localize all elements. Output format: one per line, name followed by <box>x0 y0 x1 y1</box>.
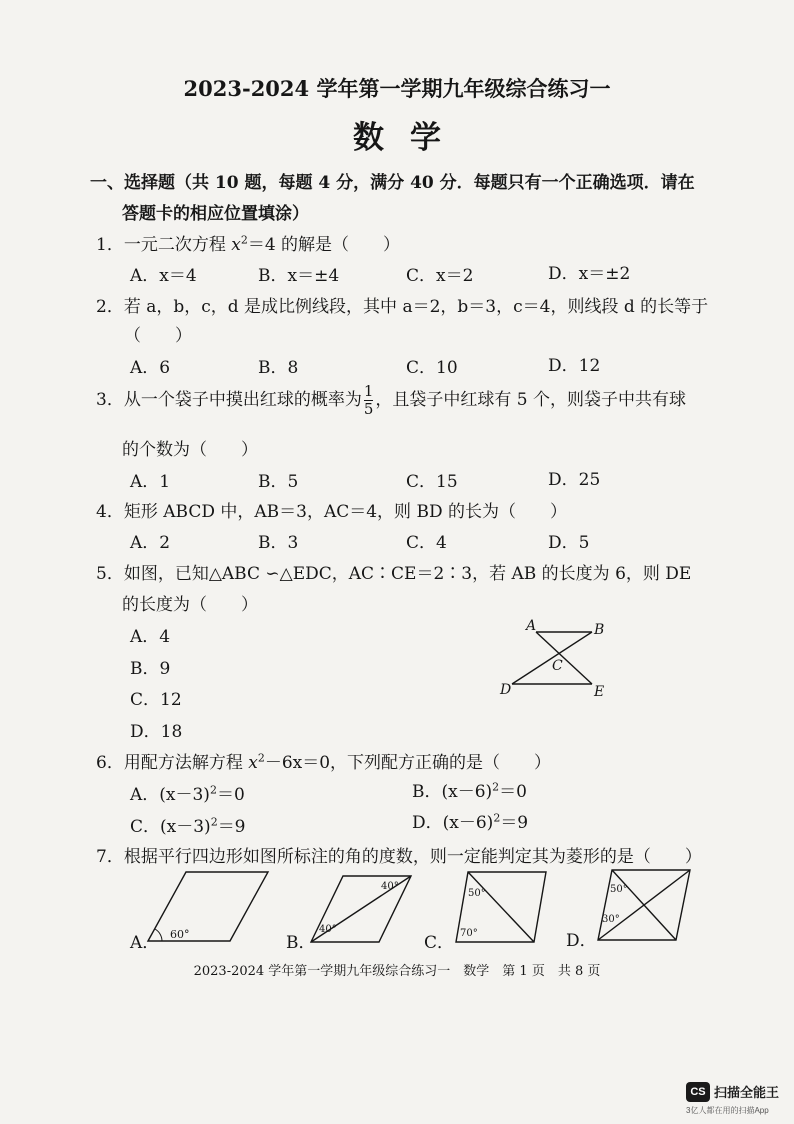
option-d-tail: ＝9 <box>500 813 529 833</box>
parallelogram-d <box>590 864 696 948</box>
segment-ae <box>536 632 592 684</box>
question-5-option-c: C．12 <box>130 690 182 710</box>
question-2-line1: 若 a，b，c，d 是成比例线段，其中 a＝2，b＝3，c＝4，则线段 d 的长等于 <box>123 297 709 317</box>
question-5-line2: 的长度为（ ） <box>122 595 258 615</box>
option-a-tail: ＝0 <box>216 785 245 805</box>
question-1-text-b: ＝4 的解是（ ） <box>247 235 401 255</box>
question-6-number: 6． <box>96 753 124 773</box>
question-3-text-a: 从一个袋子中摸出红球的概率为 <box>123 390 362 410</box>
question-4-text: 矩形 ABCD 中，AB＝3，AC＝4，则 BD 的长为（ ） <box>123 502 567 522</box>
angle-label-c1: 50° <box>468 888 486 899</box>
option-b-tail: ＝0 <box>499 782 527 802</box>
angle-label-d1: 50° <box>610 884 628 895</box>
question-2-option-d: D．12 <box>548 356 601 376</box>
option-a-sup: 2 <box>209 783 217 797</box>
question-5-option-b: B．9 <box>130 659 171 679</box>
angle-label-b1: 40° <box>319 924 337 935</box>
angle-label-a: 60° <box>170 928 190 941</box>
angle-label-d2: 30° <box>602 914 620 925</box>
question-3-option-b: B．5 <box>258 472 299 492</box>
option-d-sup: 2 <box>493 811 501 825</box>
option-c-tail: ＝9 <box>217 817 246 837</box>
label-a: A <box>526 618 537 634</box>
option-b-base: B．(x－6) <box>412 782 493 802</box>
question-5 <box>96 559 691 584</box>
question-2 <box>96 292 708 317</box>
question-4 <box>96 497 567 522</box>
option-a-base: A．(x－3) <box>130 785 210 805</box>
question-3-option-d: D．25 <box>548 470 601 490</box>
angle-label-b2: 40° <box>381 881 399 892</box>
question-4-option-b: B．3 <box>258 533 299 553</box>
parallelogram-b <box>305 870 417 948</box>
question-6-option-b <box>412 777 527 802</box>
question-3 <box>96 384 686 417</box>
question-4-number: 4． <box>96 502 124 522</box>
question-6-sup: 2 <box>257 751 265 765</box>
fraction-numerator: 1 <box>363 382 374 400</box>
question-3-line2: 的个数为（ ） <box>122 440 258 460</box>
question-2-option-b: B．8 <box>258 358 299 378</box>
question-1-number: 1． <box>96 235 124 255</box>
label-c: C <box>552 658 563 674</box>
question-6-option-c <box>130 812 246 837</box>
question-6-text-a: 用配方法解方程 <box>123 753 249 773</box>
angle-label-c2: 70° <box>460 928 478 939</box>
parallelogram-a <box>140 866 280 946</box>
question-7-option-d-letter: D． <box>566 931 597 951</box>
question-5-figure <box>494 616 614 702</box>
section-heading-line2: 答题卡的相应位置填涂） <box>122 204 309 224</box>
question-3-option-a: A．1 <box>130 472 171 492</box>
exam-title: 2023-2024 学年第一学期九年级综合练习一 <box>183 76 611 101</box>
section-heading-line1: 一、选择题（共 10 题，每题 4 分，满分 40 分．每题只有一个正确选项．请在 <box>90 173 695 193</box>
question-1-option-a: A．x＝4 <box>130 266 197 286</box>
question-5-line1: 如图，已知△ABC ∽△EDC，AC∶CE＝2∶3，若 AB 的长度为 6，则 DE <box>123 564 692 584</box>
question-3-option-c: C．15 <box>406 472 458 492</box>
fraction-denominator: 5 <box>363 400 374 418</box>
question-2-number: 2． <box>96 297 124 317</box>
question-4-option-d: D．5 <box>548 533 590 553</box>
question-3-fraction <box>364 384 374 417</box>
question-2-option-c: C．10 <box>406 358 458 378</box>
question-5-option-d: D．18 <box>130 722 183 742</box>
scanner-logo-icon: CS <box>686 1082 710 1102</box>
question-2-line2: （ ） <box>124 326 192 346</box>
question-4-option-c: C．4 <box>406 533 447 553</box>
question-7-number: 7． <box>96 847 124 867</box>
question-6-option-a <box>130 780 245 805</box>
label-d: D <box>500 682 512 698</box>
question-6 <box>96 748 551 773</box>
question-1-option-d: D．x＝±2 <box>548 264 631 284</box>
question-5-number: 5． <box>96 564 124 584</box>
question-3-number: 3． <box>96 390 124 410</box>
question-7-option-c-letter: C． <box>424 933 455 953</box>
question-1-text-a: 一元二次方程 <box>123 235 232 255</box>
question-4-option-a: A．2 <box>130 533 171 553</box>
label-b: B <box>594 622 605 638</box>
question-7-option-b-letter: B． <box>286 933 316 953</box>
option-b-sup: 2 <box>492 780 500 794</box>
question-1 <box>96 230 400 255</box>
question-7-option-a-letter: A． <box>130 933 160 953</box>
scanner-tagline: 3亿人都在用的扫描App <box>686 1106 769 1115</box>
option-c-sup: 2 <box>210 815 218 829</box>
scanner-app-name: 扫描全能王 <box>714 1085 780 1100</box>
label-e: E <box>594 684 605 700</box>
question-6-text-b: －6x＝0，下列配方正确的是（ ） <box>264 753 552 773</box>
question-7-text: 根据平行四边形如图所标注的角的度数，则一定能判定其为菱形的是（ ） <box>123 847 702 867</box>
question-1-option-c: C．x＝2 <box>406 266 474 286</box>
question-1-var: x <box>231 235 241 255</box>
question-2-option-a: A．6 <box>130 358 171 378</box>
question-5-option-a: A．4 <box>130 627 171 647</box>
page-footer: 2023-2024 学年第一学期九年级综合练习一 数学 第 1 页 共 8 页 <box>193 964 601 979</box>
question-3-text-b: ，且袋子中红球有 5 个，则袋子中共有球 <box>375 390 686 410</box>
question-1-option-b: B．x＝±4 <box>258 266 340 286</box>
subject-title: 数学 <box>353 120 467 156</box>
question-1-sup: 2 <box>240 233 248 247</box>
option-c-base: C．(x－3) <box>130 817 211 837</box>
option-d-base: D．(x－6) <box>412 813 494 833</box>
question-6-var: x <box>248 753 258 773</box>
question-6-option-d <box>412 808 528 833</box>
parallelogram-c <box>448 866 554 948</box>
